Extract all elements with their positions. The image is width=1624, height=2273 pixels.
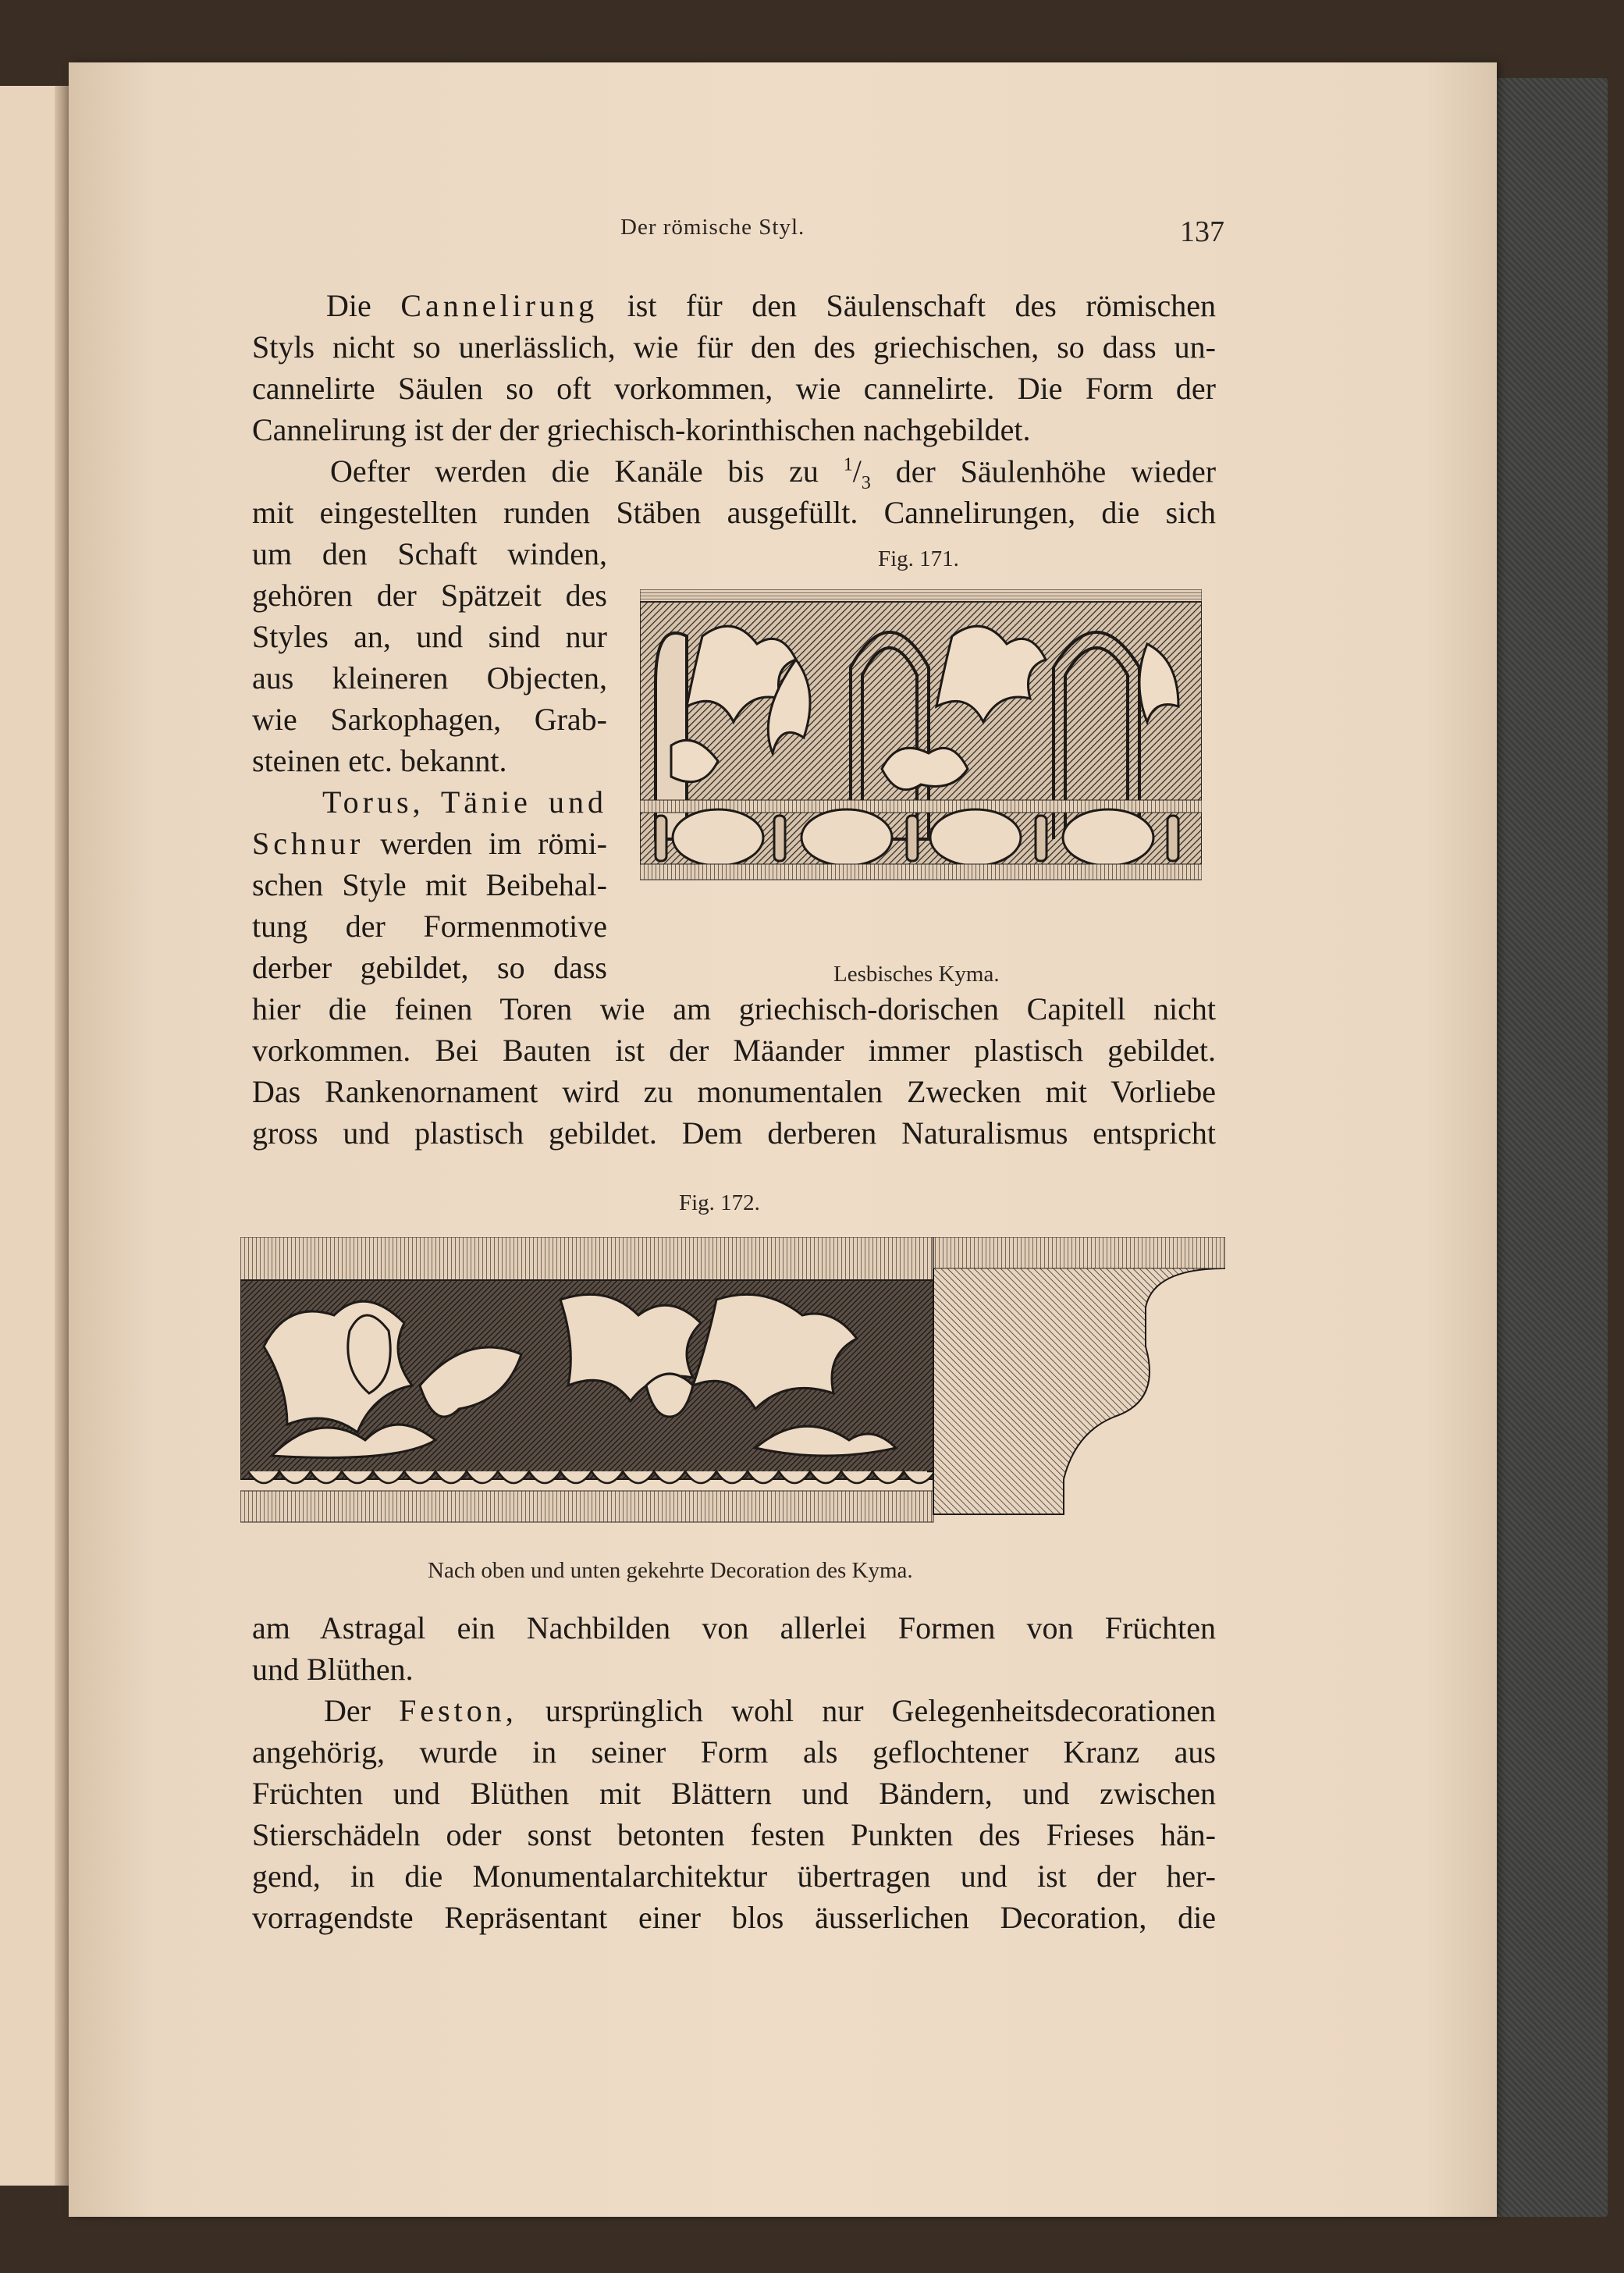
text-line: hier die feinen Toren wie am griechisch-dorischen Capitell nicht bbox=[252, 991, 1216, 1026]
text-line: am Astragal ein Nachbilden von allerlei Formen von Früchten bbox=[252, 1610, 1216, 1645]
text-line: und Blüthen. bbox=[252, 1652, 414, 1687]
figure-171-illustration bbox=[640, 589, 1202, 948]
text-line: Früchten und Blüthen mit Blättern und Bändern, und zwischen bbox=[252, 1776, 1216, 1811]
figure-172-label: Fig. 172. bbox=[679, 1190, 760, 1215]
text-line: wie Sarkophagen, Grab- bbox=[252, 702, 607, 737]
text-line: Styles an, und sind nur bbox=[252, 619, 607, 654]
text-line: Das Rankenornament wird zu monumentalen Zwecken mit Vorliebe bbox=[252, 1074, 1216, 1109]
fraction: $^1/_3$ bbox=[843, 454, 871, 494]
text-line: steinen etc. bekannt. bbox=[252, 743, 507, 778]
figure-171-label: Fig. 171. bbox=[878, 546, 959, 571]
text-line: Torus, Tänie und bbox=[322, 784, 607, 820]
figure-171-caption: Lesbisches Kyma. bbox=[833, 962, 1000, 987]
figure-172-illustration bbox=[240, 1237, 1225, 1542]
text-line: gend, in die Monumentalarchitektur übertragen und ist der her- bbox=[252, 1859, 1216, 1894]
text-line: aus kleineren Objecten, bbox=[252, 660, 607, 695]
text-line: Die Cannelirung ist für den Säulenschaft des römischen bbox=[326, 288, 1217, 323]
page-number: 137 bbox=[1180, 215, 1224, 248]
figure-172-caption: Nach oben und unten gekehrte Decoration des Kyma. bbox=[428, 1558, 913, 1583]
text-line: gehören der Spätzeit des bbox=[252, 578, 607, 613]
text-line: Styls nicht so unerlässlich, wie für den des griechischen, so dass un- bbox=[252, 329, 1216, 365]
text-line: Oefter werden die Kanäle bis zu $^1/_3$ der Säulenhöhe wieder bbox=[330, 454, 1217, 494]
text-line: angehörig, wurde in seiner Form als geflochtener Kranz aus bbox=[252, 1734, 1216, 1770]
text-line: cannelirte Säulen so oft vorkommen, wie cannelirte. Die Form der bbox=[252, 371, 1216, 406]
text-line: vorkommen. Bei Bauten ist der Mäander immer plastisch gebildet. bbox=[252, 1033, 1216, 1068]
running-title: Der römische Styl. bbox=[620, 215, 805, 240]
text-line: vorragendste Repräsentant einer blos äusserlichen Decoration, die bbox=[252, 1900, 1216, 1935]
text-line: tung der Formenmotive bbox=[252, 909, 607, 944]
text-line: gross und plastisch gebildet. Dem derberen Naturalismus entspricht bbox=[252, 1115, 1216, 1151]
text-line: Schnur werden im römi- bbox=[252, 826, 607, 861]
text-line: um den Schaft winden, bbox=[252, 536, 607, 571]
text-line: derber gebildet, so dass bbox=[252, 950, 607, 985]
text-line: Cannelirung ist der der griechisch-korinthischen nachgebildet. bbox=[252, 412, 1031, 447]
text-line: schen Style mit Beibehal- bbox=[252, 867, 607, 902]
text-line: Stierschädeln oder sonst betonten festen Punkten des Frieses hän- bbox=[252, 1817, 1216, 1852]
text-line: mit eingestellten runden Stäben ausgefüllt. Cannelirungen, die sich bbox=[252, 495, 1216, 530]
text-line: Der Feston, ursprünglich wohl nur Gelegenheitsdecorationen bbox=[324, 1693, 1216, 1728]
